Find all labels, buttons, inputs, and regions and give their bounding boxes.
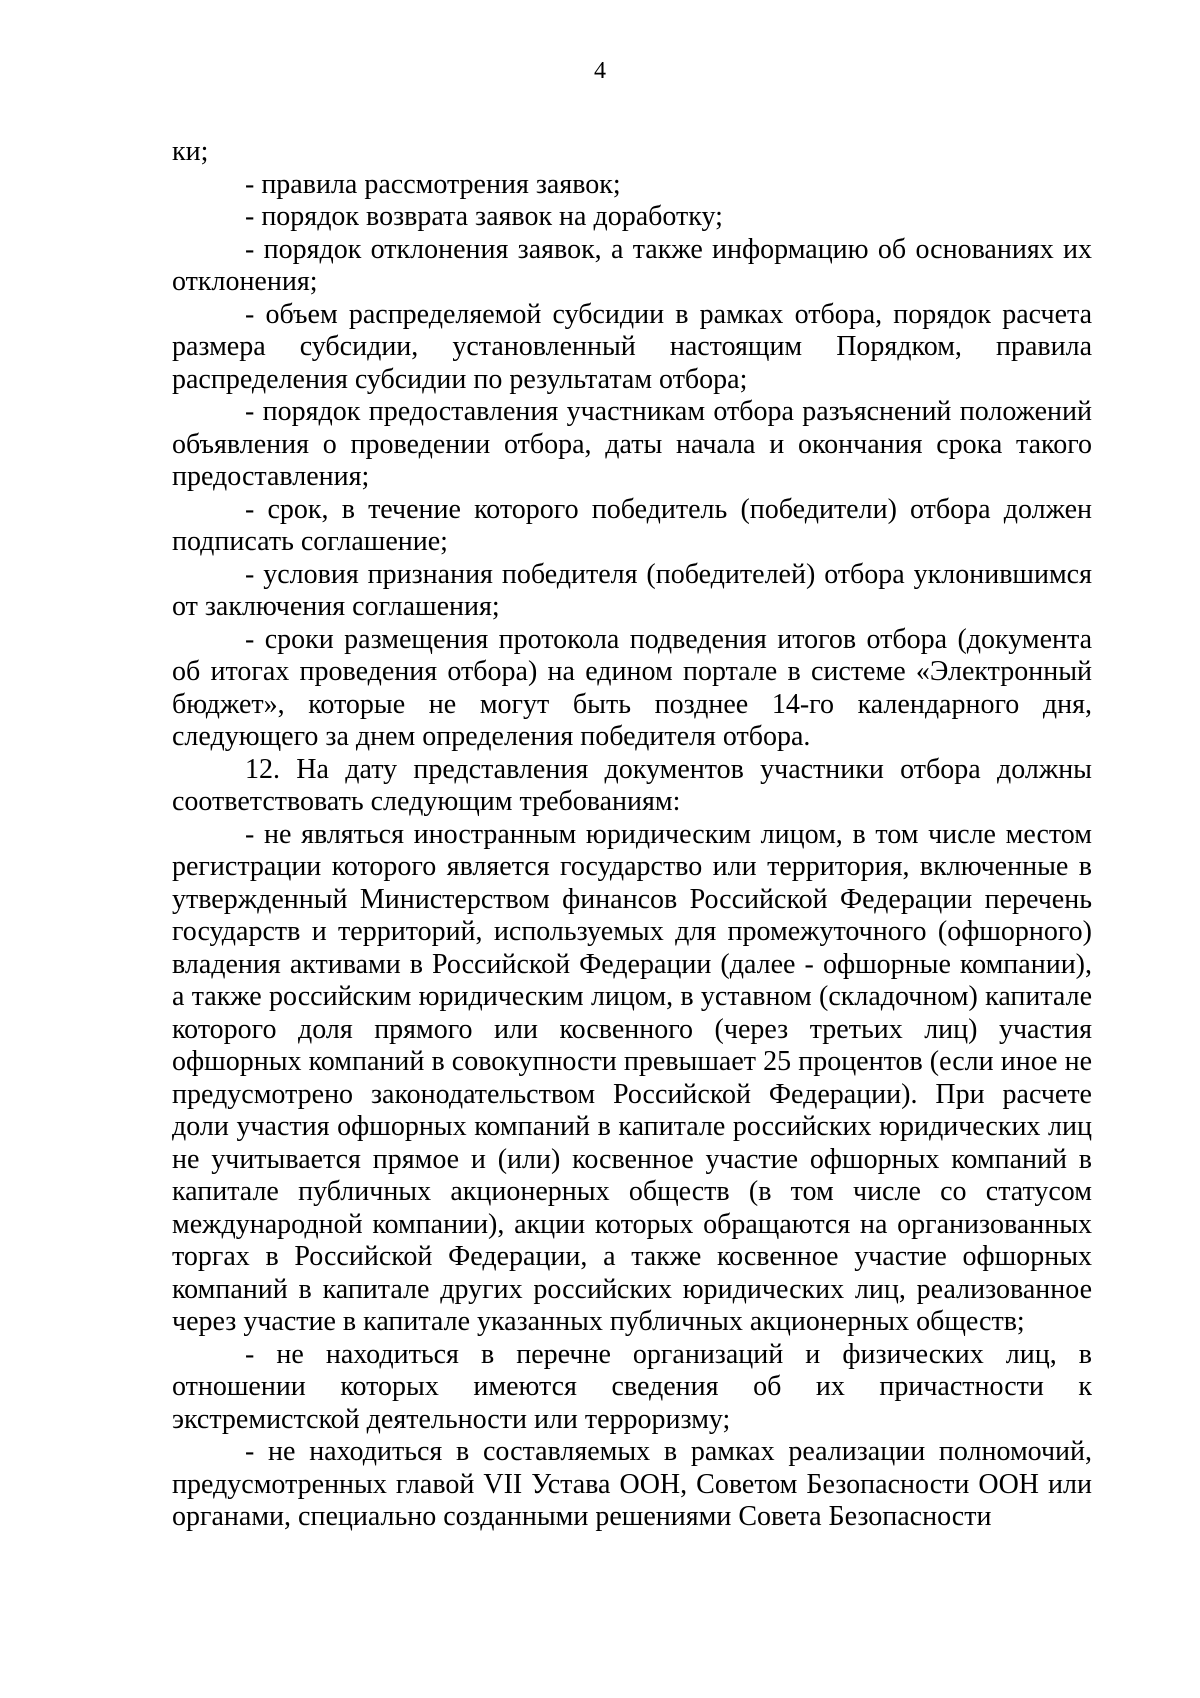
list-item-protocol-deadlines: - сроки размещения протокола подведения итогов отбора (документа об итогах проведения отбора) на едином портале в системе «Электронный бюджет», которые не могут быть позднее 14-го календарного дня, следующего за днем определения победителя отбора. [172,623,1092,752]
document-body [172,136,1092,1534]
list-item-return-procedure: - порядок возврата заявок на доработку; [245,201,723,232]
paragraph-continuation: ки; [172,136,209,167]
section-12-heading: 12. На дату представления документов участники отбора должны соответствовать следующим требованиям: [172,753,1092,817]
page-number: 4 [594,58,606,84]
list-item-rejection-procedure: - порядок отклонения заявок, а также информацию об основаниях их отклонения; [172,233,1092,297]
list-item-subsidy-volume: - объем распределяемой субсидии в рамках отбора, порядок расчета размера субсидии, установленный настоящим Порядком, правила распределения субсидии по результатам отбора; [172,298,1092,395]
list-item-clarifications: - порядок предоставления участникам отбора разъяснений положений объявления о проведении отбора, даты начала и окончания срока такого предоставления; [172,396,1092,492]
requirement-un-lists: - не находиться в составляемых в рамках реализации полномочий, предусмотренных главой VII Устава ООН, Советом Безопасности ООН или органами, специально созданными решениями Совета Безопасности [172,1436,1092,1532]
list-item-review-rules: - правила рассмотрения заявок; [245,168,621,200]
requirement-extremism-list: - не находиться в перечне организаций и физических лиц, в отношении которых имеются сведения об их причастности к экстремистской деятельности или терроризму; [172,1338,1092,1435]
list-item-evasion-conditions: - условия признания победителя (победителей) отбора уклонившимся от заключения соглашения; [172,558,1092,622]
requirement-offshore: - не являться иностранным юридическим лицом, в том числе местом регистрации которого является государство или территория, включенные в утвержденный Министерством финансов Российской Федерации перечень государств и территорий, используемых для промежуточного (офшорного) владения активами в Российской Федерации (далее - офшорные компании), а также российским юридическим лицом, в уставном (складочном) капитале которого доля прямого или косвенного (через третьих лиц) участия офшорных компаний в совокупности превышает 25 процентов (если иное не предусмотрено законодательством Российской Федерации). При расчете доли участия офшорных компаний в капитале российских юридических лиц не учитывается прямое и (или) косвенное участие офшорных компаний в капитале публичных акционерных обществ (в том числе со статусом международной компании), акции которых обращаются на организованных торгах в Российской Федерации, а также косвенное участие офшорных компаний в капитале других российских юридических лиц, реализованное через участие в капитале указанных публичных акционерных обществ; [172,818,1092,1337]
list-item-signing-deadline: - срок, в течение которого победитель (победители) отбора должен подписать соглашение; [172,493,1092,557]
